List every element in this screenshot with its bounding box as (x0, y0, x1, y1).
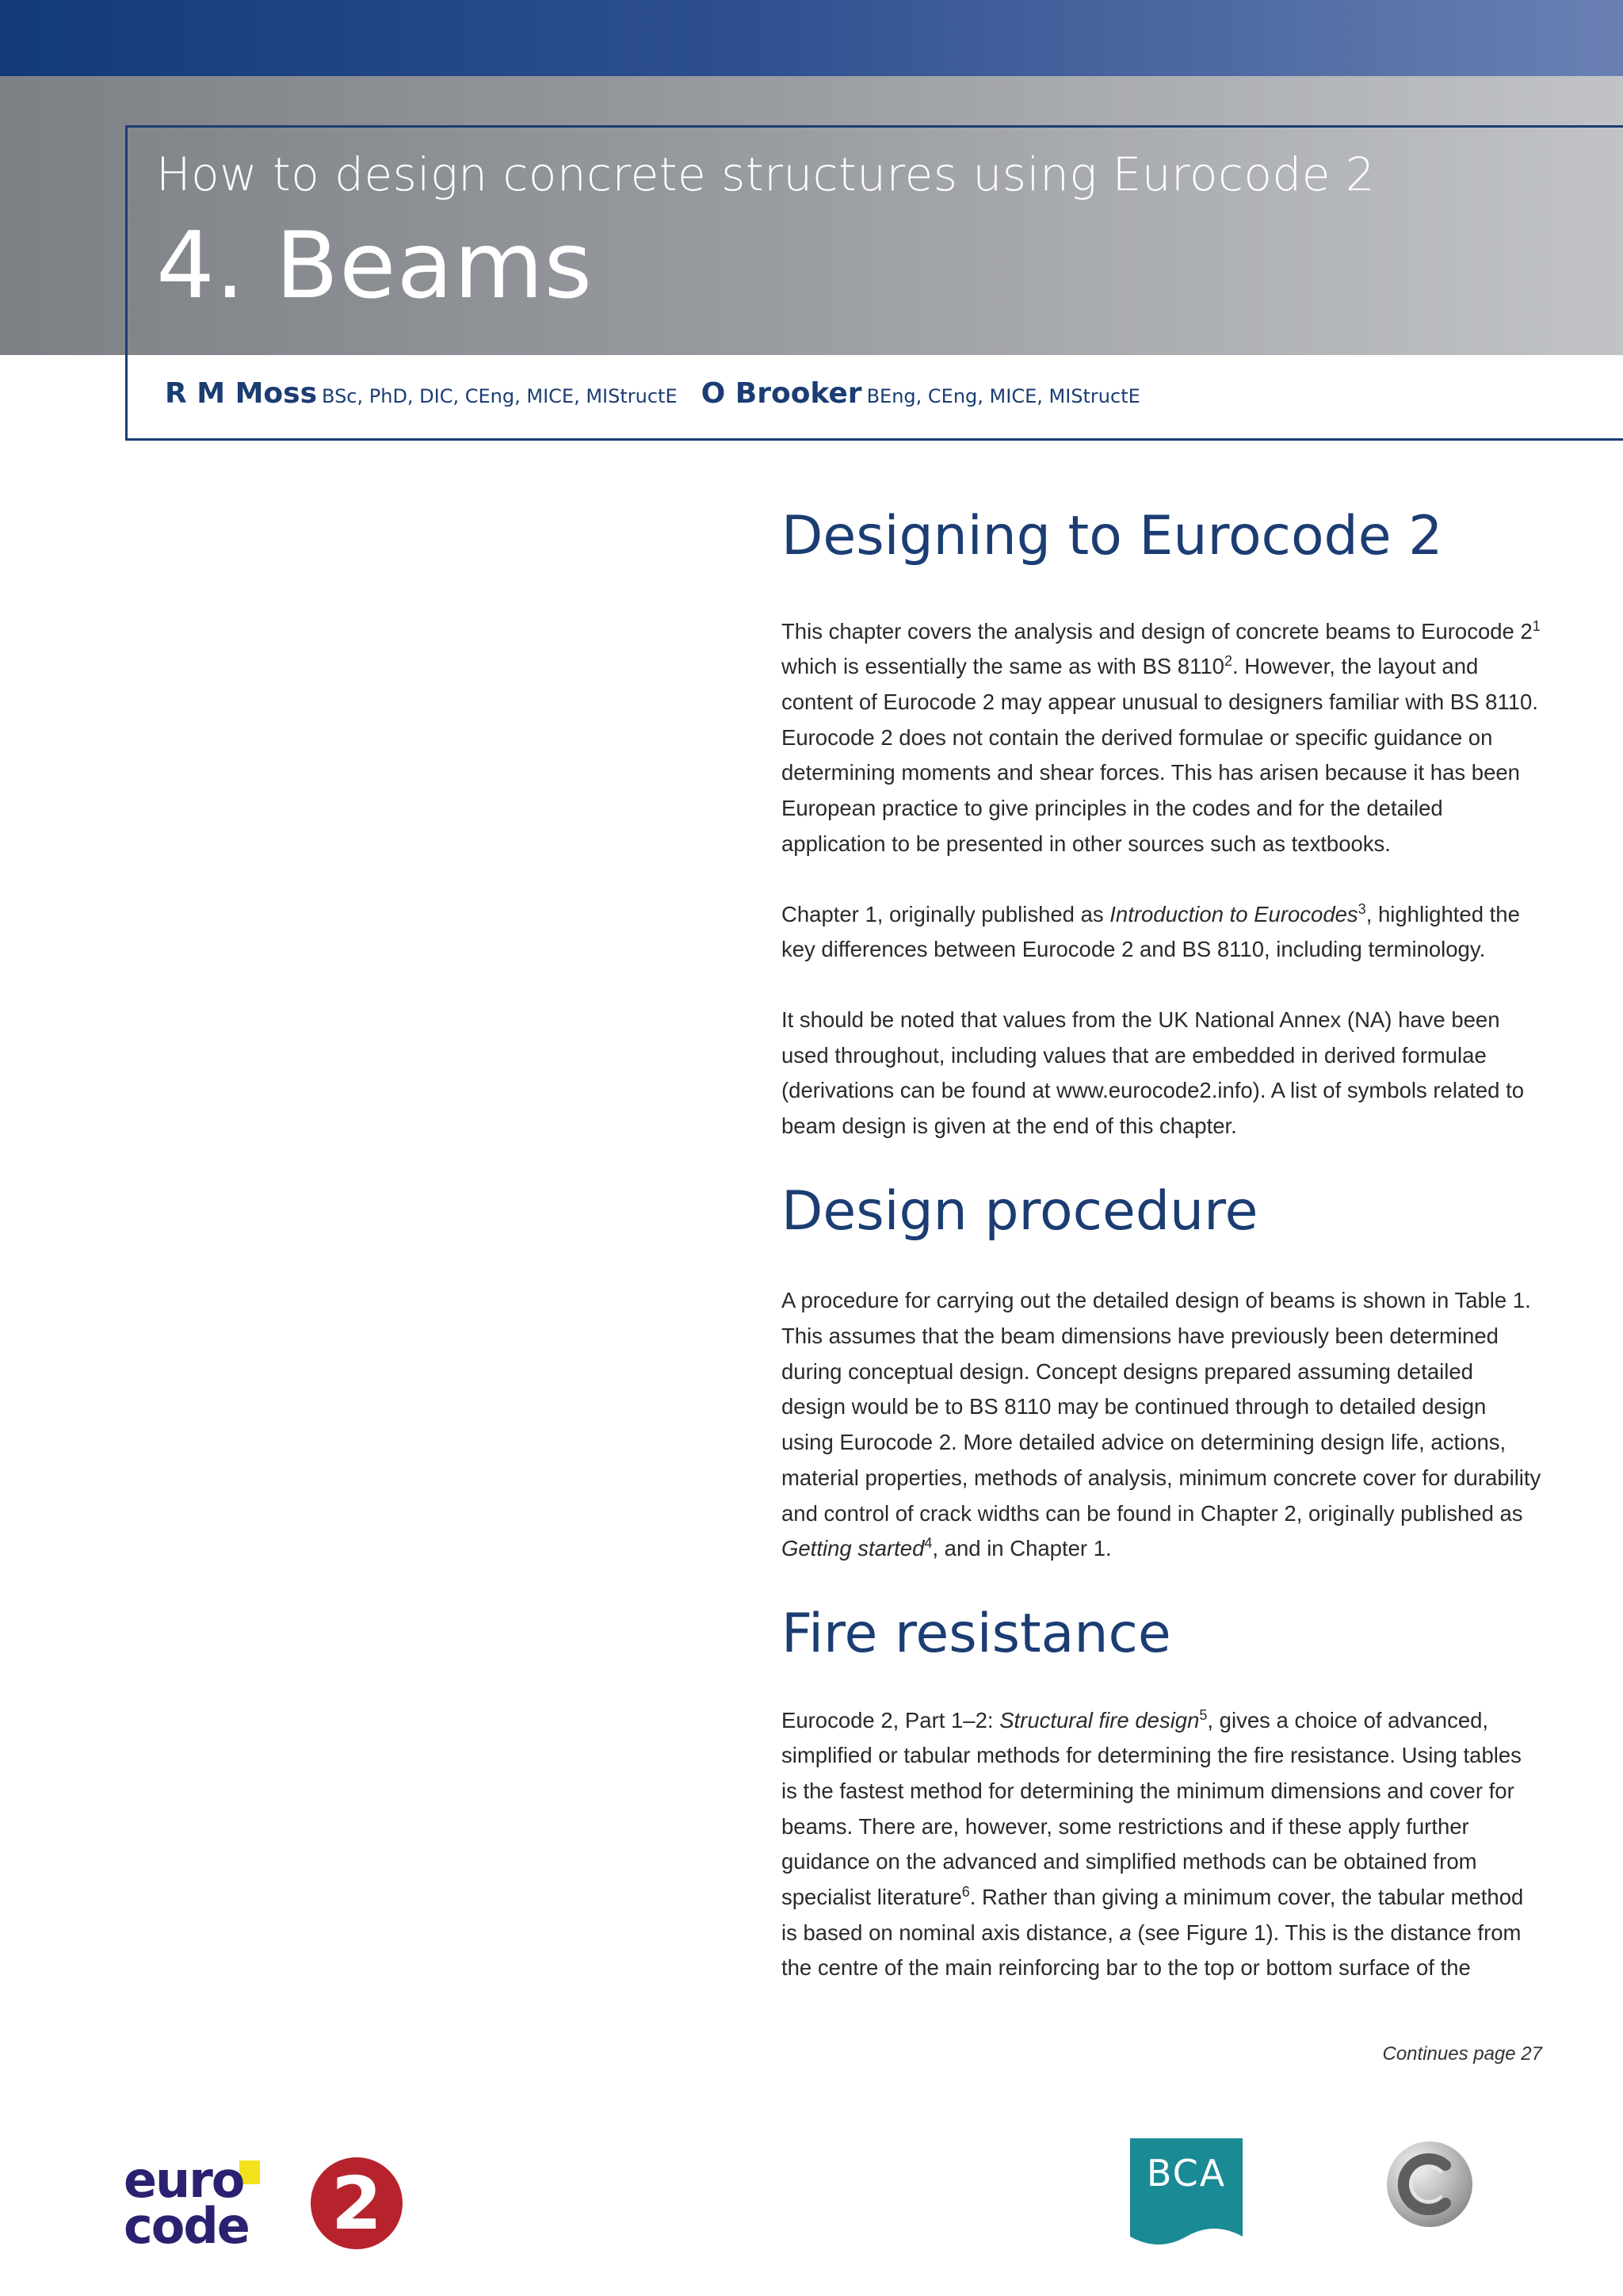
reference-marker: 5 (1199, 1706, 1208, 1723)
bca-logo (1130, 2138, 1243, 2251)
paragraph-designing-intro: This chapter covers the analysis and design of concrete beams to Eurocode $2^1$ which is essentially the same as with BS 8110$^2$. However, the layout and content of Eurocode 2 may appear unusual to designers familiar with BS 8110. Eurocode 2 does not contain the derived formulae or specific guidance on determining moments and shear forces. This has arisen because it has been European practice to give principles in the codes and for the detailed application to be presented in other sources such as textbooks. (781, 617, 1541, 856)
paragraph-national-annex: It should be noted that values from the UK National Annex (NA) have been used throughout, including values that are embedded in derived formulae (derivations can be found at www.eurocode2.info). A list of symbols related to beam design is given at the end of this chapter. (781, 1007, 1525, 1139)
eurocode-logo (124, 2156, 425, 2251)
reference-marker: 6 (961, 1883, 970, 1900)
section-heading-procedure: Design procedure (781, 1179, 1258, 1243)
paragraph-fire: Eurocode 2, Part 1–2: Structural fire design$^5$, gives a choice of advanced, simplified or tabular methods for determining the fire resistance. Using tables is the fastest method for determining the minimum dimensions and cover for beams. There are, however, some restrictions and if these apply further guidance on the advanced and simplified methods can be obtained from specialist literature$^6$. Rather than giving a minimum cover, the tabular method is based on nominal axis distance, a (see Figure 1). This is the distance from the centre of the main reinforcing bar to the top or bottom surface of the (781, 1706, 1524, 1981)
series-title: How to design concrete structures using Eurocode 2 (156, 147, 1376, 201)
author-qualifications: BSc, PhD, DIC, CEng, MICE, MIStructE (322, 385, 678, 407)
section-heading-designing: Designing to Eurocode 2 (781, 505, 1443, 567)
logo-text-euro: euro (124, 2156, 244, 2209)
top-color-bar (0, 0, 1623, 76)
section-heading-fire: Fire resistance (781, 1602, 1171, 1665)
reference-marker: 4 (924, 1535, 933, 1552)
main-content (781, 504, 1542, 1986)
concrete-centre-logo (1385, 2138, 1474, 2232)
logo-text-code: code (124, 2197, 249, 2251)
paragraph-chapter1: Chapter 1, originally published as Introduction to Eurocodes$^3$, highlighted the key differences between Eurocode 2 and BS 8110, including terminology. (781, 900, 1520, 962)
bca-text: BCA (1146, 2152, 1227, 2195)
paragraph-procedure: A procedure for carrying out the detailed design of beams is shown in Table 1. This assumes that the beam dimensions have previously been determined during conceptual design. Concept designs prepared assuming detailed design would be to BS 8110 may be continued through to detailed design using Eurocode 2. More detailed advice on determining design life, actions, material properties, methods of analysis, minimum concrete cover for durability and control of crack widths can be found in Chapter 2, originally published as Getting started$^4$, and in Chapter 1. (781, 1288, 1541, 1561)
author-name: R M Moss (165, 377, 318, 410)
logo-digit: 2 (331, 2161, 383, 2246)
author-name: O Brooker (701, 377, 862, 410)
continues-note: Continues page 27 (1382, 2043, 1542, 2065)
reference-marker: 1 (1532, 617, 1541, 634)
reference-marker: 2 (1224, 653, 1232, 670)
reference-marker: 3 (1358, 900, 1366, 917)
author-line (165, 377, 1140, 410)
chapter-title: 4. Beams (156, 212, 594, 319)
author-qualifications: BEng, CEng, MICE, MIStructE (866, 385, 1140, 407)
